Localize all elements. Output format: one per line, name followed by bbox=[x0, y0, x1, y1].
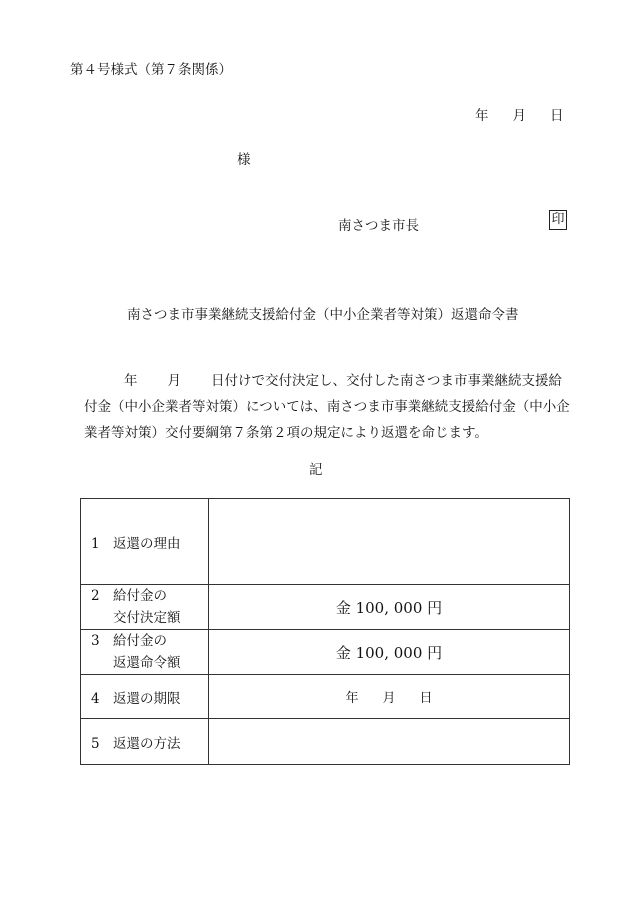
detail-table bbox=[80, 498, 570, 765]
form-number: 第４号様式（第７条関係） bbox=[70, 62, 232, 78]
row-label: 1 返還の理由 bbox=[81, 499, 209, 585]
row-label: 4 返還の期限 bbox=[81, 675, 209, 719]
body-text: 日付けで交付決定し、交付した南さつま市事業継続支援給付金（中小企業者等対策）については、南さつま市事業継続支援給付金（中小企業者等対策）交付要綱第７条第２項の規定により返還を命じます。 bbox=[84, 373, 570, 441]
row-label: 5 返還の方法 bbox=[81, 719, 209, 765]
amount-ordered: 金 100, 000 円 bbox=[209, 630, 570, 675]
issuer-name: 南さつま市長 bbox=[338, 218, 419, 234]
date-year: 年 bbox=[475, 108, 489, 124]
date-month: 月 bbox=[512, 108, 526, 124]
section-marker: 記 bbox=[309, 462, 323, 478]
row-value bbox=[209, 499, 570, 585]
table-row bbox=[81, 499, 570, 585]
body-paragraph bbox=[84, 368, 574, 446]
table-row bbox=[81, 719, 570, 765]
return-deadline: 年 月 日 bbox=[209, 675, 570, 719]
issue-date bbox=[475, 104, 564, 124]
body-year: 年 bbox=[124, 373, 138, 389]
row-label: 2 給付金の 交付決定額 bbox=[81, 585, 209, 630]
amount-decided: 金 100, 000 円 bbox=[209, 585, 570, 630]
table-row bbox=[81, 630, 570, 675]
seal-box: 印 bbox=[549, 210, 567, 230]
row-value bbox=[209, 719, 570, 765]
row-label: 3 給付金の 返還命令額 bbox=[81, 630, 209, 675]
table-row bbox=[81, 675, 570, 719]
body-month: 月 bbox=[167, 373, 181, 389]
addressee-honorific: 様 bbox=[237, 152, 251, 168]
table-row bbox=[81, 585, 570, 630]
document-title: 南さつま市事業継続支援給付金（中小企業者等対策）返還命令書 bbox=[127, 307, 519, 323]
date-day: 日 bbox=[550, 108, 564, 124]
